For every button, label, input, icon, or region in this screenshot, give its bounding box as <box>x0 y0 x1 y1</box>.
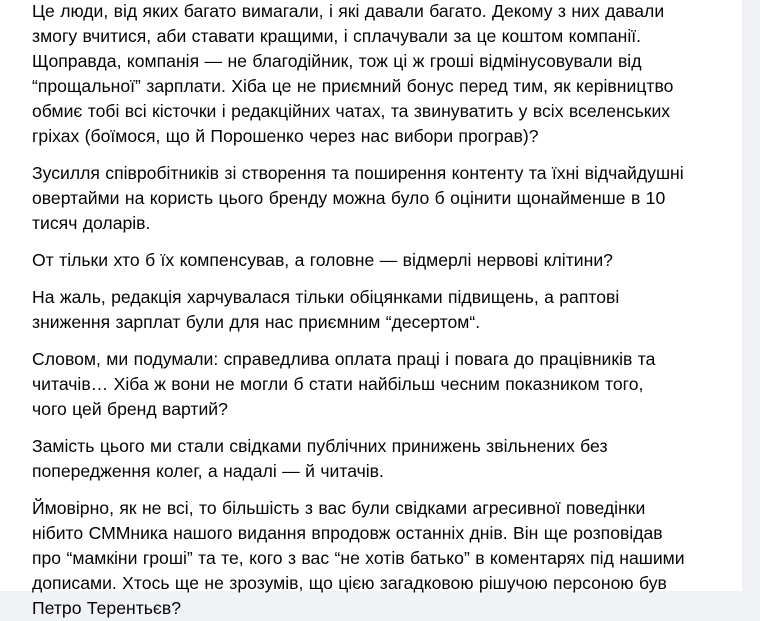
post-paragraph-5: Словом, ми подумали: справедлива оплата праці і повага до працівників та читачів… Хіба ж вони не могли б стати найбільш чесним показником того, чого цей бренд вартий? <box>32 349 656 419</box>
post-paragraph-1: Це люди, від яких багато вимагали, і які давали багато. Декому з них давали змогу вчитися, аби ставати кращими, і сплачували за це коштом компанії. Щоправда, компанія — не благодійник, тож ці ж гроші відмінусовували від “прощальної” зарплати. Хіба це не приємний бонус перед тим, як керівництво обмиє тобі всі кісточки і редакційних чатах, та звинуватить у всіх вселенських гріхах (боїмося, що й Порошенко через нас вибори програв)? <box>32 1 674 146</box>
post-body <box>32 0 724 621</box>
post-paragraph-7: Ймовірно, як не всі, то більшість з вас були свідками агресивної поведінки нібито СММника нашого видання впродовж останніх днів. Він ще розповідав про “мамкіни гроші” та те, кого з вас “не хотів батько” в коментарях під нашими дописами. Хтось ще не зрозумів, що цією загадковою рішучою персоною був Петро Терентьєв? <box>32 498 685 618</box>
scrollbar-track[interactable] <box>742 0 760 591</box>
post-paragraph-6: Замість цього ми стали свідками публічних принижень звільнених без попередження колег, а надалі — й читачів. <box>32 436 608 481</box>
post-paragraph-3: От тільки хто б їх компенсував, а головне — відмерлі нервові клітини? <box>32 250 613 270</box>
post-paragraph-2: Зусилля співробітників зі створення та поширення контенту та їхні відчайдушні овертайми на користь цього бренду можна було б оцінити щонайменше в 10 тисяч доларів. <box>32 163 684 233</box>
post-paragraph-4: На жаль, редакція харчувалася тільки обіцянками підвищень, а раптові зниження зарплат були для нас приємним “десертом“. <box>32 287 620 332</box>
